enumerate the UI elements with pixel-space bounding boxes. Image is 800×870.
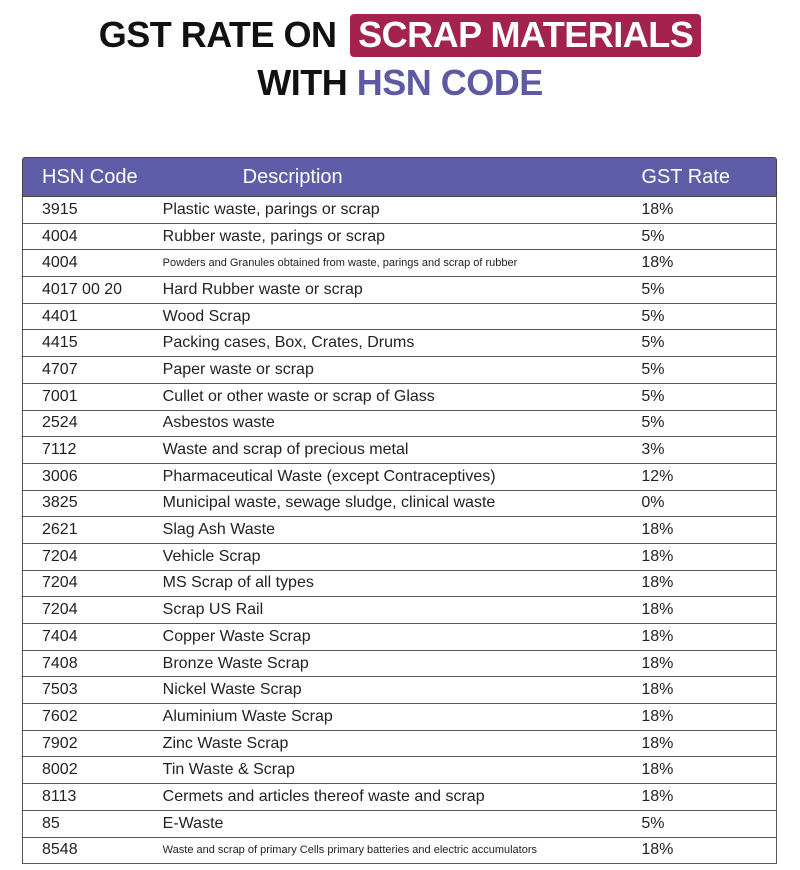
hsn-code-cell: 2621 — [42, 521, 78, 539]
hsn-code-cell: 8002 — [42, 761, 78, 779]
title-accent: HSN CODE — [356, 62, 543, 103]
description-cell: Scrap US Rail — [162, 601, 264, 619]
gst-rate-cell: 5% — [641, 227, 665, 245]
hsn-code-cell: 4004 — [42, 254, 78, 272]
table-row — [22, 304, 777, 331]
table-row — [22, 757, 777, 784]
hsn-code-cell: 4707 — [42, 360, 78, 378]
description-cell: Zinc Waste Scrap — [162, 734, 289, 752]
description-cell: Packing cases, Box, Crates, Drums — [162, 334, 415, 352]
table-row — [22, 838, 777, 865]
gst-rate-cell: 18% — [641, 547, 674, 565]
gst-rate-cell: 18% — [641, 254, 674, 272]
description-cell: Cullet or other waste or scrap of Glass — [162, 387, 435, 405]
table-row — [22, 517, 777, 544]
hsn-code-cell: 7112 — [42, 441, 77, 459]
table-row — [22, 571, 777, 598]
gst-rate-cell: 0% — [641, 494, 665, 512]
description-cell: Aluminium Waste Scrap — [162, 707, 333, 725]
hsn-code-cell: 3915 — [42, 200, 78, 218]
gst-rate-cell: 18% — [641, 601, 674, 619]
description-cell: Wood Scrap — [162, 307, 251, 325]
table-row — [22, 197, 777, 224]
table-row — [22, 624, 777, 651]
table-row — [22, 491, 777, 518]
gst-rate-cell: 12% — [641, 467, 674, 485]
gst-rate-cell: 5% — [641, 280, 665, 298]
description-cell: E-Waste — [162, 814, 224, 832]
hsn-code-cell: 7602 — [42, 707, 78, 725]
description-cell: Slag Ash Waste — [162, 521, 276, 539]
table-row — [22, 811, 777, 838]
hsn-code-cell: 2524 — [42, 414, 78, 432]
description-cell: Asbestos waste — [162, 414, 275, 432]
description-cell: Vehicle Scrap — [162, 547, 261, 565]
hsn-code-cell: 3006 — [42, 467, 78, 485]
title-prefix-2: WITH — [257, 62, 348, 103]
description-cell: Paper waste or scrap — [162, 360, 314, 378]
description-cell: Bronze Waste Scrap — [162, 654, 309, 672]
title-highlight-badge: SCRAP MATERIALS — [350, 14, 701, 57]
description-cell: MS Scrap of all types — [162, 574, 314, 592]
table-header — [22, 157, 777, 197]
gst-rate-cell: 5% — [641, 360, 665, 378]
title-line-1 — [0, 14, 800, 56]
table-row — [22, 277, 777, 304]
hsn-code-cell: 7902 — [42, 734, 78, 752]
description-cell: Plastic waste, parings or scrap — [162, 200, 380, 218]
header-description: Description — [242, 165, 343, 188]
hsn-code-cell: 3825 — [42, 494, 78, 512]
gst-rate-cell: 18% — [641, 627, 674, 645]
table-row — [22, 544, 777, 571]
hsn-code-cell: 7204 — [42, 547, 78, 565]
table-row — [22, 731, 777, 758]
table-row — [22, 651, 777, 678]
gst-rate-cell: 18% — [641, 654, 674, 672]
hsn-code-cell: 85 — [42, 814, 60, 832]
gst-rate-cell: 5% — [641, 307, 665, 325]
hsn-code-cell: 4017 00 20 — [42, 280, 123, 298]
gst-rate-cell: 18% — [641, 707, 674, 725]
gst-rate-table — [22, 157, 777, 864]
gst-rate-cell: 3% — [641, 441, 665, 459]
table-row — [22, 330, 777, 357]
gst-rate-cell: 18% — [641, 521, 674, 539]
table-row — [22, 784, 777, 811]
table-row — [22, 677, 777, 704]
description-cell: Rubber waste, parings or scrap — [162, 227, 385, 245]
gst-rate-cell: 18% — [641, 200, 674, 218]
table-row — [22, 704, 777, 731]
table-row — [22, 464, 777, 491]
gst-rate-cell: 5% — [641, 334, 665, 352]
hsn-code-cell: 7408 — [42, 654, 78, 672]
gst-rate-cell: 18% — [641, 841, 674, 859]
hsn-code-cell: 4401 — [42, 307, 78, 325]
description-cell: Hard Rubber waste or scrap — [162, 280, 363, 298]
gst-rate-cell: 18% — [641, 574, 674, 592]
description-cell: Pharmaceutical Waste (except Contraceptives) — [162, 467, 496, 485]
hsn-code-cell: 4004 — [42, 227, 78, 245]
gst-rate-cell: 18% — [641, 761, 674, 779]
table-row — [22, 224, 777, 251]
hsn-code-cell: 7503 — [42, 681, 78, 699]
hsn-code-cell: 4415 — [42, 334, 78, 352]
description-cell: Municipal waste, sewage sludge, clinical waste — [162, 494, 496, 512]
description-cell: Waste and scrap of precious metal — [162, 441, 409, 459]
table-body — [22, 197, 777, 864]
table-row — [22, 437, 777, 464]
description-cell: Waste and scrap of primary Cells primary batteries and electric accumulators — [162, 844, 538, 857]
header-hsn-code: HSN Code — [42, 165, 138, 188]
hsn-code-cell: 8548 — [42, 841, 78, 859]
gst-rate-cell: 18% — [641, 787, 674, 805]
gst-rate-cell: 5% — [641, 414, 665, 432]
description-cell: Tin Waste & Scrap — [162, 761, 295, 779]
description-cell: Nickel Waste Scrap — [162, 681, 302, 699]
table-row — [22, 597, 777, 624]
table-row — [22, 411, 777, 438]
title-line-2 — [0, 62, 800, 104]
description-cell: Cermets and articles thereof waste and scrap — [162, 787, 485, 805]
description-cell: Powders and Granules obtained from waste, parings and scrap of rubber — [162, 257, 518, 270]
gst-rate-cell: 5% — [641, 814, 665, 832]
gst-rate-cell: 18% — [641, 681, 674, 699]
hsn-code-cell: 7404 — [42, 627, 78, 645]
header-gst-rate: GST Rate — [641, 165, 730, 188]
gst-rate-cell: 18% — [641, 734, 674, 752]
gst-rate-cell: 5% — [641, 387, 665, 405]
hsn-code-cell: 7204 — [42, 574, 78, 592]
hsn-code-cell: 7204 — [42, 601, 78, 619]
hsn-code-cell: 7001 — [42, 387, 78, 405]
table-row — [22, 357, 777, 384]
title-prefix: GST RATE ON — [98, 14, 337, 55]
hsn-code-cell: 8113 — [42, 787, 77, 805]
description-cell: Copper Waste Scrap — [162, 627, 311, 645]
table-row — [22, 250, 777, 277]
table-row — [22, 384, 777, 411]
